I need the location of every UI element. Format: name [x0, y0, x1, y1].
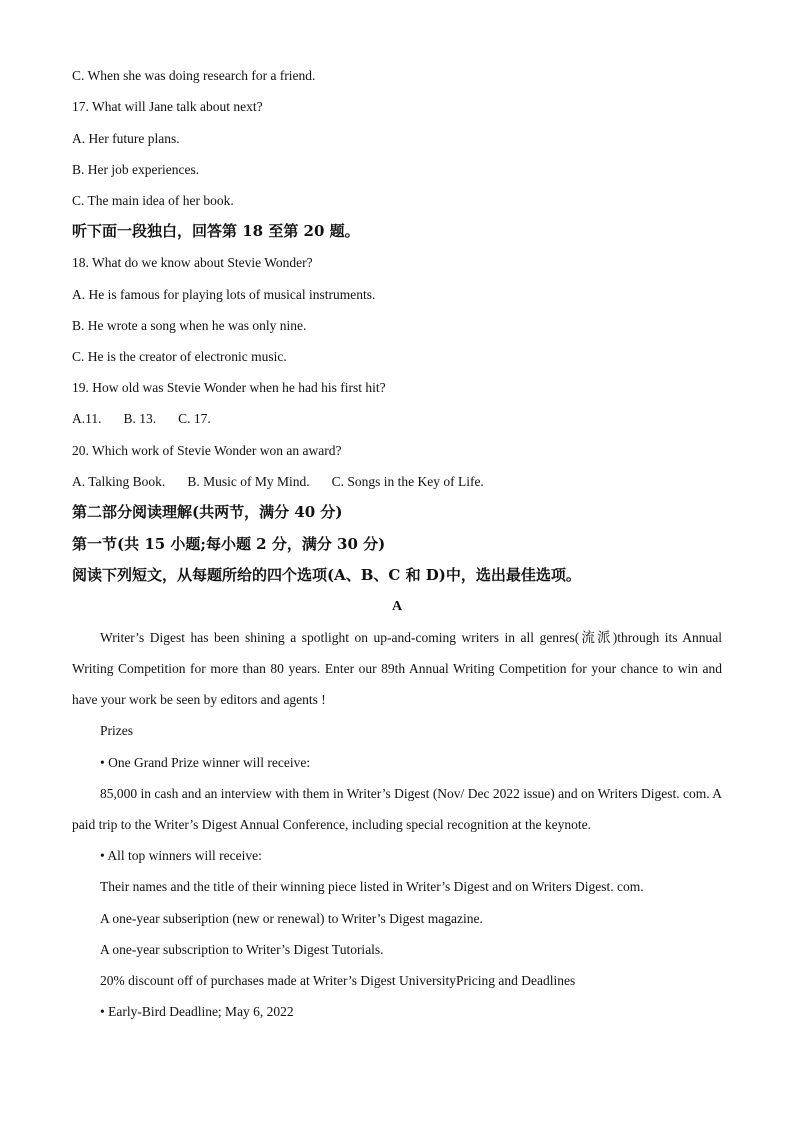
- reading-instruction: 阅读下列短文，从每题所给的四个选项(A、B、C 和 D)中，选出最佳选项。: [72, 566, 581, 584]
- q20-option-a: A. Talking Book.: [72, 474, 166, 489]
- section-instruction-18-20: 听下面一段独白，回答第 18 至第 20 题。: [72, 222, 360, 240]
- q20-options: [72, 473, 484, 491]
- q20-question: 20. Which work of Stevie Wonder won an award?: [72, 443, 342, 458]
- q17-option-a: A. Her future plans.: [72, 131, 180, 146]
- grand-prize-heading: • One Grand Prize winner will receive:: [100, 755, 311, 770]
- passage-label: A: [391, 599, 403, 614]
- prizes-heading: Prizes: [100, 723, 133, 738]
- q16-option-c: C. When she was doing research for a friend.: [72, 68, 316, 83]
- top-winners-item-2: A one-year subseription (new or renewal) to Writer’s Digest magazine.: [100, 911, 483, 926]
- top-winners-item-1: Their names and the title of their winning piece listed in Writer’s Digest and on Writers Digest. com.: [100, 879, 644, 894]
- passage-intro: Writer’s Digest has been shining a spotlight on up-and-coming writers in all genres(流派)through its Annual Writing Competition for more than 80 years. Enter our 89th Annual Writing Competition for your chance to win and have your work be seen by editors and agents !: [72, 630, 722, 707]
- part2-title: 第二部分阅读理解(共两节，满分 40 分): [72, 503, 343, 521]
- q17-question: 17. What will Jane talk about next?: [72, 99, 263, 114]
- top-winners-item-4: 20% discount off of purchases made at Writer’s Digest UniversityPricing and Deadlines: [100, 973, 576, 988]
- top-winners-item-3: A one-year subscription to Writer’s Digest Tutorials.: [100, 942, 384, 957]
- q20-option-b: B. Music of My Mind.: [187, 474, 310, 489]
- q19-option-b: B. 13.: [123, 411, 157, 426]
- q18-option-a: A. He is famous for playing lots of musical instruments.: [72, 287, 376, 302]
- q19-options: [72, 410, 211, 428]
- early-bird-deadline: • Early-Bird Deadline; May 6, 2022: [100, 1004, 294, 1019]
- grand-prize-text: 85,000 in cash and an interview with them in Writer’s Digest (Nov/ Dec 2022 issue) and on Writers Digest. com. A paid trip to the Writer’s Digest Annual Conference, including special recognition at the keynote.: [72, 786, 722, 832]
- q18-question: 18. What do we know about Stevie Wonder?: [72, 255, 313, 270]
- section1-title: 第一节(共 15 小题;每小题 2 分，满分 30 分): [72, 535, 386, 553]
- q19-question: 19. How old was Stevie Wonder when he had his first hit?: [72, 380, 386, 395]
- q19-option-c: C. 17.: [178, 411, 211, 426]
- top-winners-heading: • All top winners will receive:: [100, 848, 262, 863]
- q19-option-a: A.11.: [72, 411, 102, 426]
- q18-option-b: B. He wrote a song when he was only nine.: [72, 318, 307, 333]
- q18-option-c: C. He is the creator of electronic music.: [72, 349, 287, 364]
- q20-option-c: C. Songs in the Key of Life.: [331, 474, 484, 489]
- q17-option-b: B. Her job experiences.: [72, 162, 200, 177]
- q17-option-c: C. The main idea of her book.: [72, 193, 234, 208]
